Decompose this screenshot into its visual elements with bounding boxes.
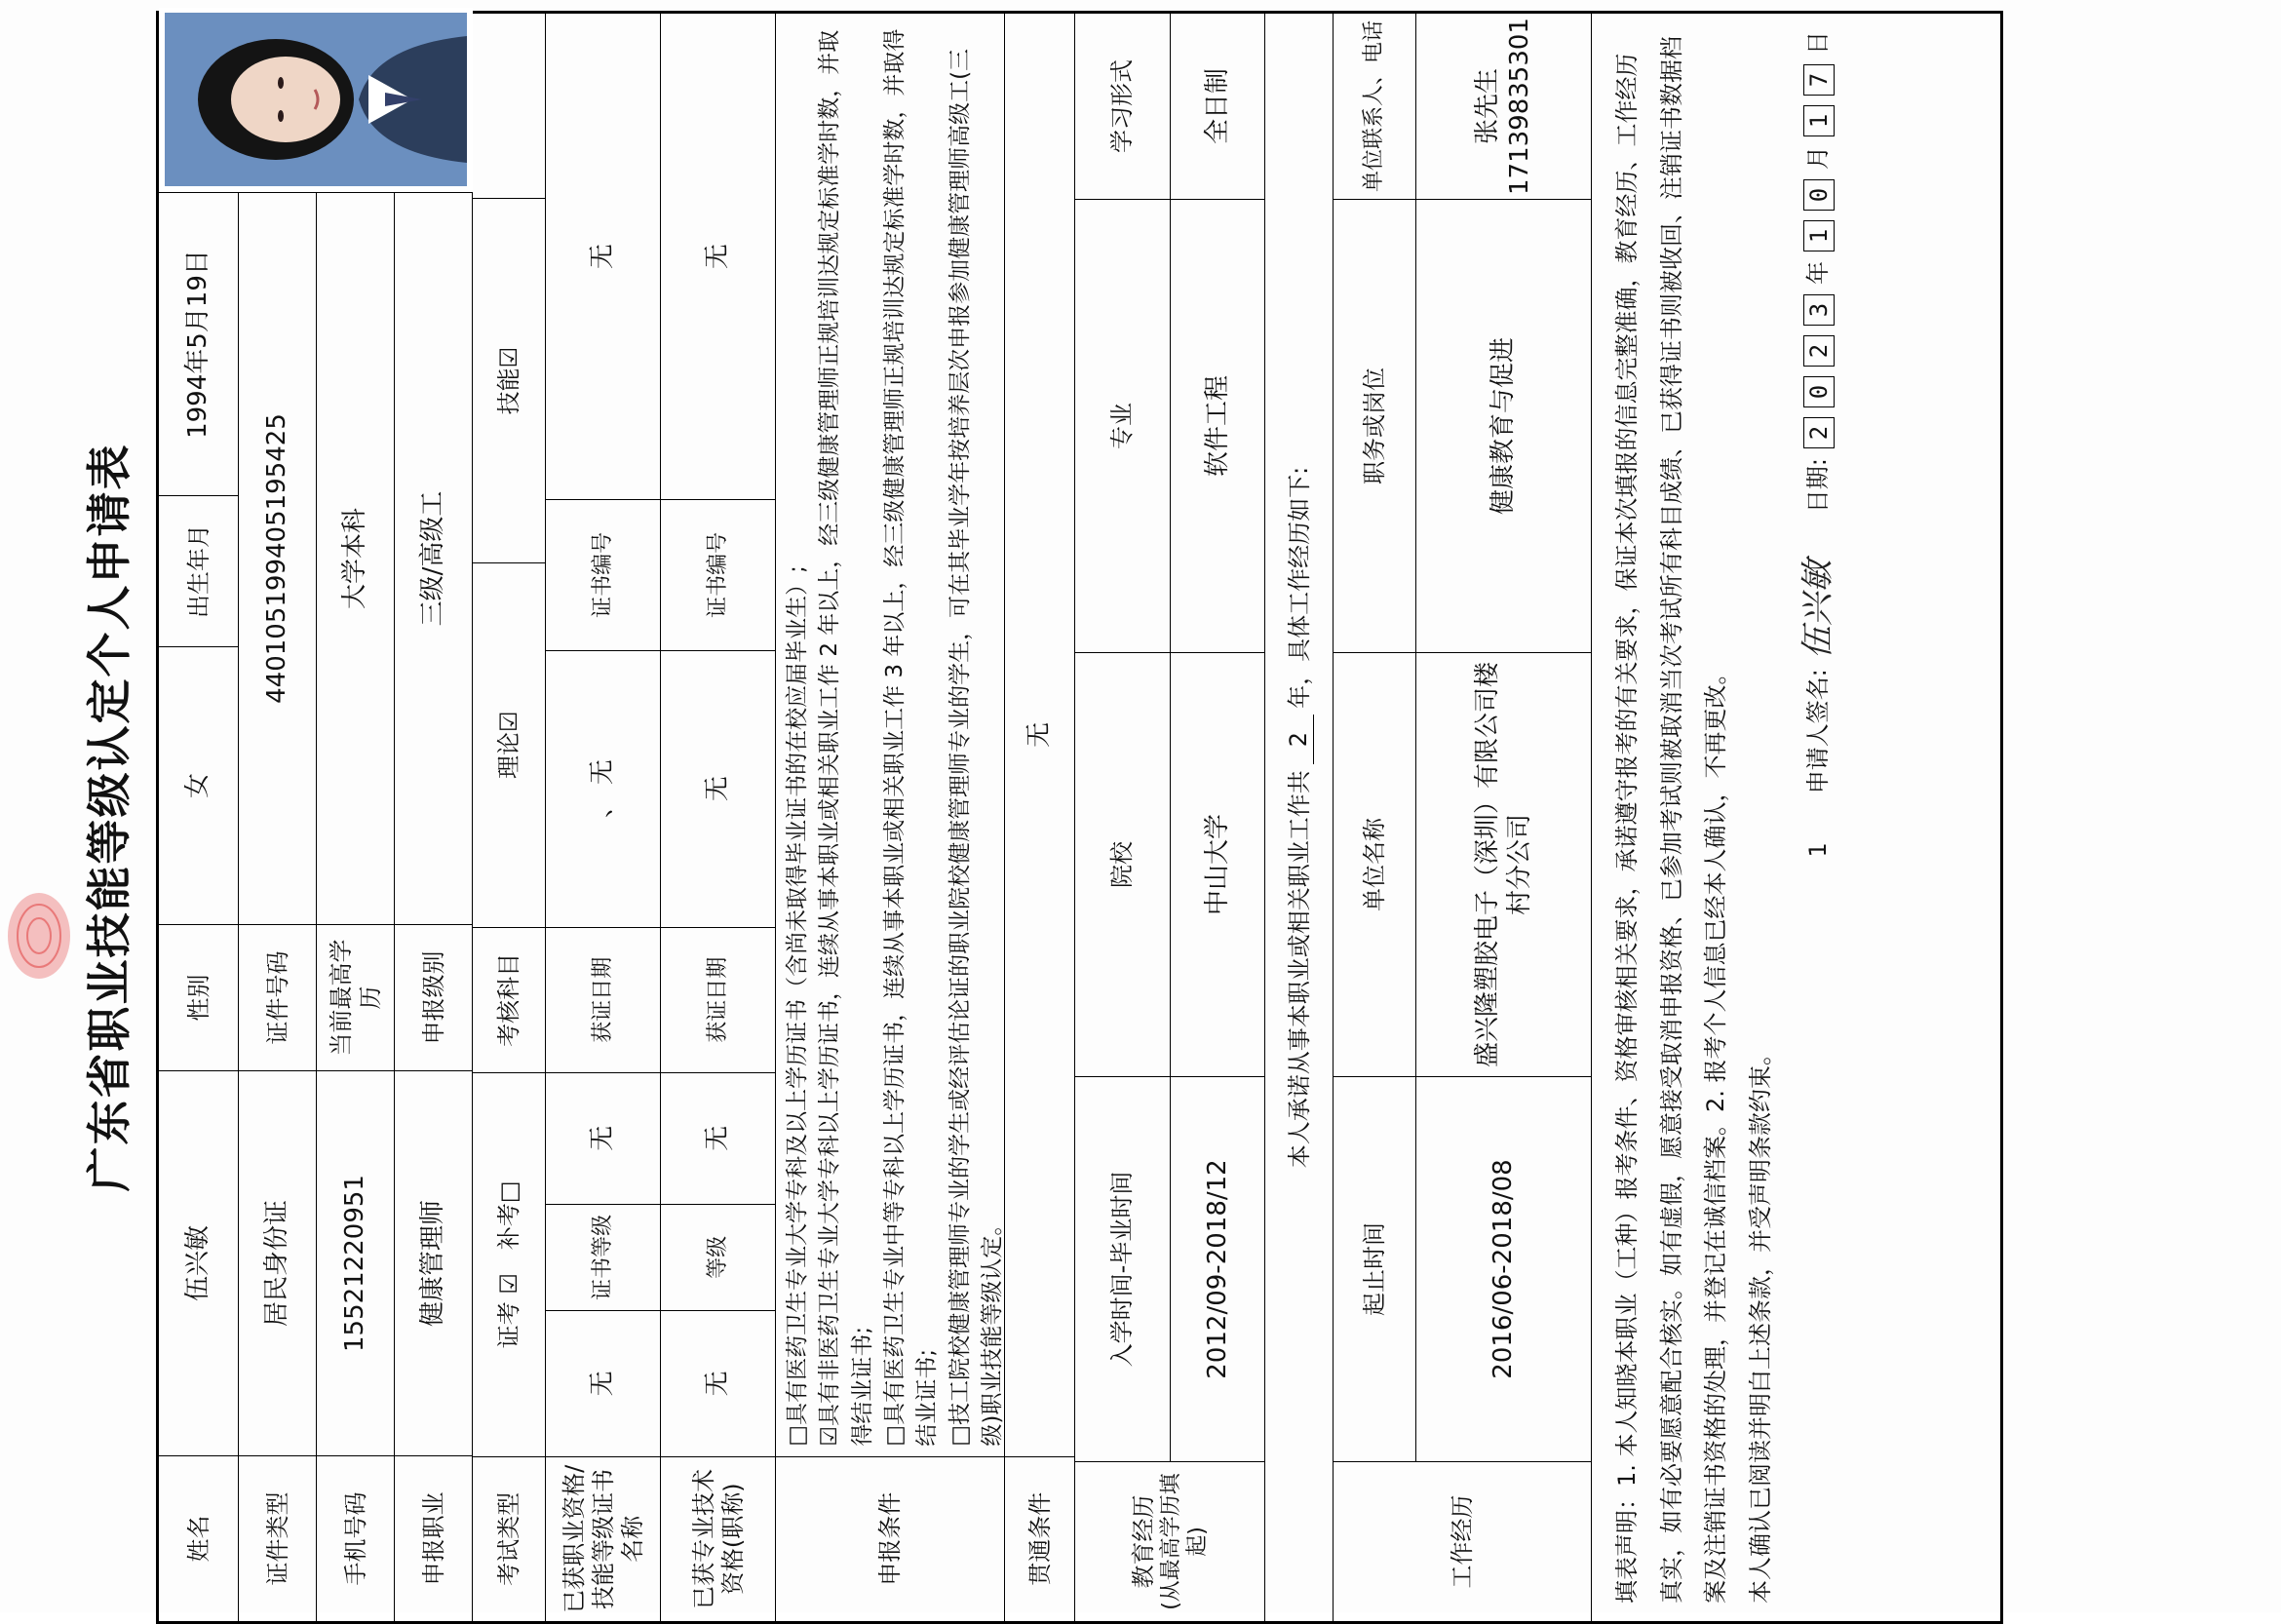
signature-label: 申请人签名: — [1803, 669, 1832, 794]
value-title-level: 无 — [661, 1072, 775, 1204]
date-month-digit-2: 0 — [1803, 179, 1835, 211]
row-through — [1005, 14, 1075, 1621]
value-study-mode: 全日制 — [1202, 68, 1232, 145]
value-voc-no: 无 — [588, 244, 618, 270]
voc-date-mark: 、 — [588, 793, 618, 819]
declaration — [1592, 14, 1884, 1621]
value-professional-title: 无 — [661, 1310, 775, 1455]
date-year-digit-2: 0 — [1803, 376, 1835, 407]
date-year-digit-4: 3 — [1803, 294, 1835, 326]
label-vocational-cert: 已获职业资格/技能等级证书名称 — [546, 1456, 660, 1621]
date-day-digit-1: 1 — [1803, 105, 1835, 136]
row-education — [1075, 14, 1265, 1621]
exam-type-options — [473, 1072, 545, 1456]
value-birth: 1994年5月19日 — [183, 250, 213, 439]
label-title-level: 等级 — [661, 1204, 775, 1311]
value-position: 健康教育与促进 — [1416, 199, 1591, 652]
row-declaration — [1592, 14, 1884, 1621]
value-title-no: 无 — [703, 244, 733, 270]
form-table — [156, 11, 2003, 1624]
row-phone — [317, 14, 395, 1621]
value-through: 无 — [1025, 721, 1055, 748]
exam-subject-skill-checkbox[interactable]: 技能☑ — [473, 198, 545, 562]
work-promise — [1265, 14, 1333, 1621]
header-school: 院校 — [1075, 652, 1170, 1076]
value-school: 中山大学 — [1171, 652, 1265, 1076]
row-exam — [473, 14, 546, 1621]
header-study-mode: 学习形式 — [1108, 59, 1137, 153]
page-mark: 1 — [1803, 842, 1832, 858]
row-id — [239, 14, 317, 1621]
condition-item-2[interactable]: ☑具有非医药卫生专业大学专科以上学历证书，连续从事本职业或相关职业工作 2 年以上，经三级健康管理师正规培训达规定标准学时数，并取得结业证书; — [817, 29, 875, 1447]
value-occupation: 健康管理师 — [395, 1070, 472, 1455]
value-vocational-cert: 无 — [546, 1310, 660, 1455]
value-work-period: 2016/06-2018/08 — [1416, 1076, 1591, 1461]
label-cert-level: 证书等级 — [546, 1204, 660, 1311]
signature-line — [1787, 31, 1850, 1604]
value-id-type: 居民身份证 — [239, 1070, 316, 1455]
value-edu-period: 2012/09-2018/12 — [1171, 1076, 1265, 1461]
header-employer: 单位名称 — [1334, 652, 1415, 1076]
date-month-digit-1: 1 — [1803, 220, 1835, 251]
row-occupation — [395, 14, 473, 1621]
label-title-date: 获证日期 — [661, 927, 775, 1072]
education-header — [1075, 14, 1171, 1461]
date-year-digit-1: 2 — [1803, 417, 1835, 448]
education-row — [1171, 14, 1265, 1461]
work-promise-prefix: 本人承诺从事本职业或相关职业工作共 — [1285, 770, 1313, 1169]
work-header — [1334, 14, 1416, 1461]
exam-subject-theory-checkbox[interactable]: 理论☑ — [473, 562, 545, 927]
row-vocational-cert — [546, 14, 661, 1621]
label-cert-no: 证书编号 — [546, 499, 660, 649]
work-years: 2 — [1284, 715, 1314, 764]
date-day-digit-2: 7 — [1803, 64, 1835, 96]
value-gender: 女 — [159, 646, 238, 924]
label-edu-history: 教育经历 — [1129, 1494, 1157, 1589]
date-year-digit-3: 2 — [1803, 335, 1835, 367]
exam-type-makeup-checkbox[interactable]: 补考□ — [495, 1180, 522, 1251]
conditions-list — [776, 14, 1004, 1456]
label-id-type: 证件类型 — [239, 1455, 316, 1621]
date-year-char: 年 — [1803, 261, 1832, 285]
date-label: 日期: — [1803, 458, 1832, 514]
value-employer: 盛兴隆塑胶电子（深圳）有限公司楼村分公司 — [1416, 652, 1591, 1076]
declaration-text: 填表声明：1. 本人知晓本职业（工种）报考条件、资格审核相关要求，承诺遵守报考的有关要求，保证本次填报的信息完整准确，教育经历、工作经历真实，如有必要愿意配合核实。如有虚假，愿意接受取消申报资格、已参加考试则被取消当次考试所有科目成绩、已获得证书则被收回、注销证书数据档案及注销证书资格的处理，并登记在诚信档案。2. 报考个人信息已经本人确认，不再更改。 — [1613, 36, 1730, 1604]
condition-item-1[interactable]: □具有医药卫生专业大学专科及以上学历证书（含尚未取得毕业证书的在校应届毕业生）; — [785, 565, 810, 1447]
applicant-photo — [159, 8, 473, 193]
condition-item-4[interactable]: □技工院校健康管理师专业的学生或经评估论证的职业院校健康管理师专业的学生，可在其毕业学年按培养层次申报参加健康管理师高级工(三级)职业技能等级认定。 — [947, 48, 1006, 1447]
header-contact: 单位联系人、电话 — [1362, 20, 1387, 193]
work-table — [1334, 14, 1591, 1461]
value-major: 软件工程 — [1171, 199, 1265, 652]
row-professional-title — [661, 14, 776, 1621]
value-id-number: 440105199405195425 — [262, 413, 292, 704]
label-occupation: 申报职业 — [395, 1455, 472, 1621]
declaration-confirm: 本人确认已阅读并明白上述条款，并受声明条款约束。 — [1746, 1042, 1774, 1604]
label-phone: 手机号码 — [317, 1455, 394, 1621]
header-major: 专业 — [1075, 199, 1170, 652]
label-exam-type: 考试类型 — [473, 1456, 545, 1621]
label-gender: 性别 — [159, 924, 238, 1070]
portrait-photo — [159, 8, 473, 192]
photo-spacer — [473, 14, 545, 198]
label-level: 申报级别 — [395, 924, 472, 1070]
label-cert-date: 获证日期 — [546, 927, 660, 1072]
voc-date-value: 无 — [588, 759, 618, 786]
exam-type-primary-checkbox[interactable]: 证考 ☑ — [495, 1273, 522, 1349]
label-through: 贯通条件 — [1005, 1456, 1074, 1621]
education-table — [1075, 14, 1264, 1461]
row-conditions — [776, 14, 1005, 1621]
label-edu-history-note: (从最高学历填起) — [1158, 1473, 1210, 1610]
value-voc-date — [546, 650, 660, 927]
date-month-char: 月 — [1803, 146, 1832, 170]
header-edu-period: 入学时间-毕业时间 — [1075, 1076, 1170, 1461]
label-work-history: 工作经历 — [1334, 1461, 1591, 1621]
value-voc-level: 无 — [546, 1072, 660, 1204]
row-name — [159, 14, 239, 1621]
application-form — [63, 11, 2018, 1624]
work-row — [1416, 14, 1591, 1461]
label-name: 姓名 — [159, 1455, 238, 1621]
applicant-signature: 伍兴敏 — [1798, 560, 1838, 660]
work-promise-suffix: 年，具体工作经历如下: — [1285, 466, 1313, 709]
label-education: 当前最高学历 — [317, 924, 394, 1070]
label-id-number: 证件号码 — [239, 924, 316, 1070]
label-professional-title: 已获专业技术资格(职称) — [661, 1456, 775, 1621]
row-work-history — [1334, 14, 1592, 1621]
header-work-period: 起止时间 — [1334, 1076, 1415, 1461]
label-exam-subject: 考核科目 — [473, 927, 545, 1072]
label-conditions: 申报条件 — [776, 1456, 1004, 1621]
value-phone: 15521220951 — [317, 1070, 394, 1455]
label-edu-history-cell — [1075, 1461, 1264, 1621]
value-contact: 张先生 17139835301 — [1473, 18, 1534, 195]
row-work-promise — [1265, 14, 1334, 1621]
header-position: 职务或岗位 — [1334, 199, 1415, 652]
value-level: 三级/高级工 — [418, 490, 448, 627]
date-day-char: 日 — [1803, 31, 1832, 55]
condition-item-3[interactable]: □具有医药卫生专业中等专科以上学历证书，连续从事本职业或相关职业工作 3 年以上，经三级健康管理师正规培训达规定标准学时数，并取得结业证书; — [882, 28, 941, 1447]
label-title-no: 证书编号 — [661, 499, 775, 649]
form-title: 广东省职业技能等级认定个人申请表 — [83, 443, 135, 1192]
value-education: 大学本科 — [340, 508, 370, 610]
label-birth: 出生年月 — [159, 495, 238, 646]
value-name: 伍兴敏 — [159, 1070, 238, 1455]
value-title-date: 无 — [661, 650, 775, 927]
